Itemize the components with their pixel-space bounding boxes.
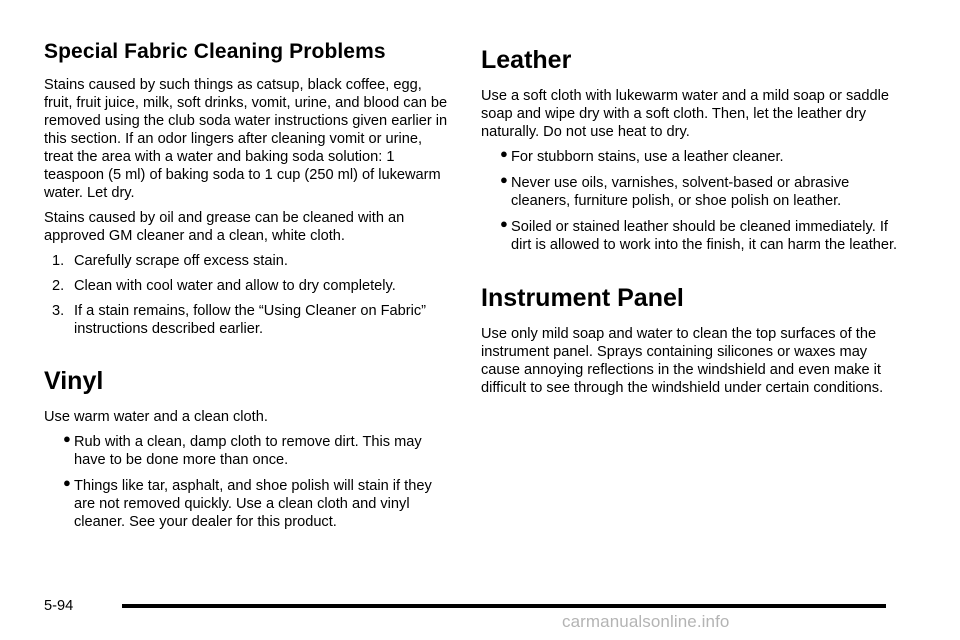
bullet-text: Things like tar, asphalt, and shoe polish will stain if they are not removed quickly. Use a clean cloth and vinyl cleaner. See your dealer for this product. (74, 477, 432, 530)
list-item (481, 145, 901, 166)
list-item (44, 474, 452, 531)
step-number: 1. (52, 253, 65, 270)
bullet-icon: ● (500, 215, 508, 231)
page-number: 5-94 (44, 598, 74, 614)
leather-heading: Leather (481, 46, 572, 74)
list-item (481, 215, 901, 254)
step-text: Clean with cool water and allow to dry completely. (74, 278, 396, 295)
step-item (44, 302, 452, 338)
bullet-text: Rub with a clean, damp cloth to remove dirt. This may have to be done more than once. (74, 433, 422, 468)
leather-intro: Use a soft cloth with lukewarm water and a mild soap or saddle soap and wipe dry with a soft cloth. Then, let the leather dry naturally. Do not use heat to dry. (481, 87, 890, 140)
footer-rule (122, 604, 886, 608)
step-number: 3. (52, 303, 65, 320)
watermark: carmanualsonline.info (562, 612, 730, 631)
bullet-text: For stubborn stains, use a leather cleaner. (511, 148, 784, 165)
special-fabric-heading: Special Fabric Cleaning Problems (44, 40, 386, 63)
special-fabric-paragraph-2: Stains caused by oil and grease can be cleaned with an approved GM cleaner and a clean, white cloth. (44, 210, 405, 245)
bullet-icon: ● (500, 171, 508, 187)
cleaning-steps-list (44, 252, 452, 338)
list-item (44, 430, 452, 469)
vinyl-heading: Vinyl (44, 367, 104, 396)
step-number: 2. (52, 278, 65, 295)
left-column (44, 40, 452, 539)
step-item (44, 277, 452, 295)
bullet-icon: ● (63, 474, 71, 490)
bullet-icon: ● (63, 430, 71, 446)
bullet-text: Soiled or stained leather should be cleaned immediately. If dirt is allowed to work into the finish, it can harm the leather. (511, 218, 898, 253)
vinyl-intro: Use warm water and a clean cloth. (44, 408, 268, 425)
bullet-icon: ● (500, 145, 508, 161)
bullet-text: Never use oils, varnishes, solvent-based or abrasive cleaners, furniture polish, or shoe polish on leather. (511, 174, 850, 209)
instrument-panel-heading: Instrument Panel (481, 283, 684, 312)
step-text: Carefully scrape off excess stain. (74, 253, 288, 270)
vinyl-bullet-list (44, 430, 452, 531)
step-text: If a stain remains, follow the “Using Cleaner on Fabric” instructions described earlier. (74, 303, 427, 338)
leather-bullet-list (481, 145, 901, 254)
instrument-panel-paragraph: Use only mild soap and water to clean the top surfaces of the instrument panel. Sprays containing silicones or waxes may cause annoying reflections in the windshield and even make it difficult to see through the windshield under certain conditions. (481, 325, 884, 396)
right-column (481, 40, 901, 404)
special-fabric-paragraph-1: Stains caused by such things as catsup, black coffee, egg, fruit, fruit juice, milk, soft drinks, vomit, urine, and blood can be removed using the club soda water instructions given earlier in this section. If an odor lingers after cleaning vomit or urine, treat the area with a water and baking soda solution: 1 teaspoon (5 ml) of baking soda to 1 cup (250 ml) of lukewarm water. Let dry. (44, 77, 448, 202)
step-item (44, 252, 452, 270)
list-item (481, 171, 901, 210)
